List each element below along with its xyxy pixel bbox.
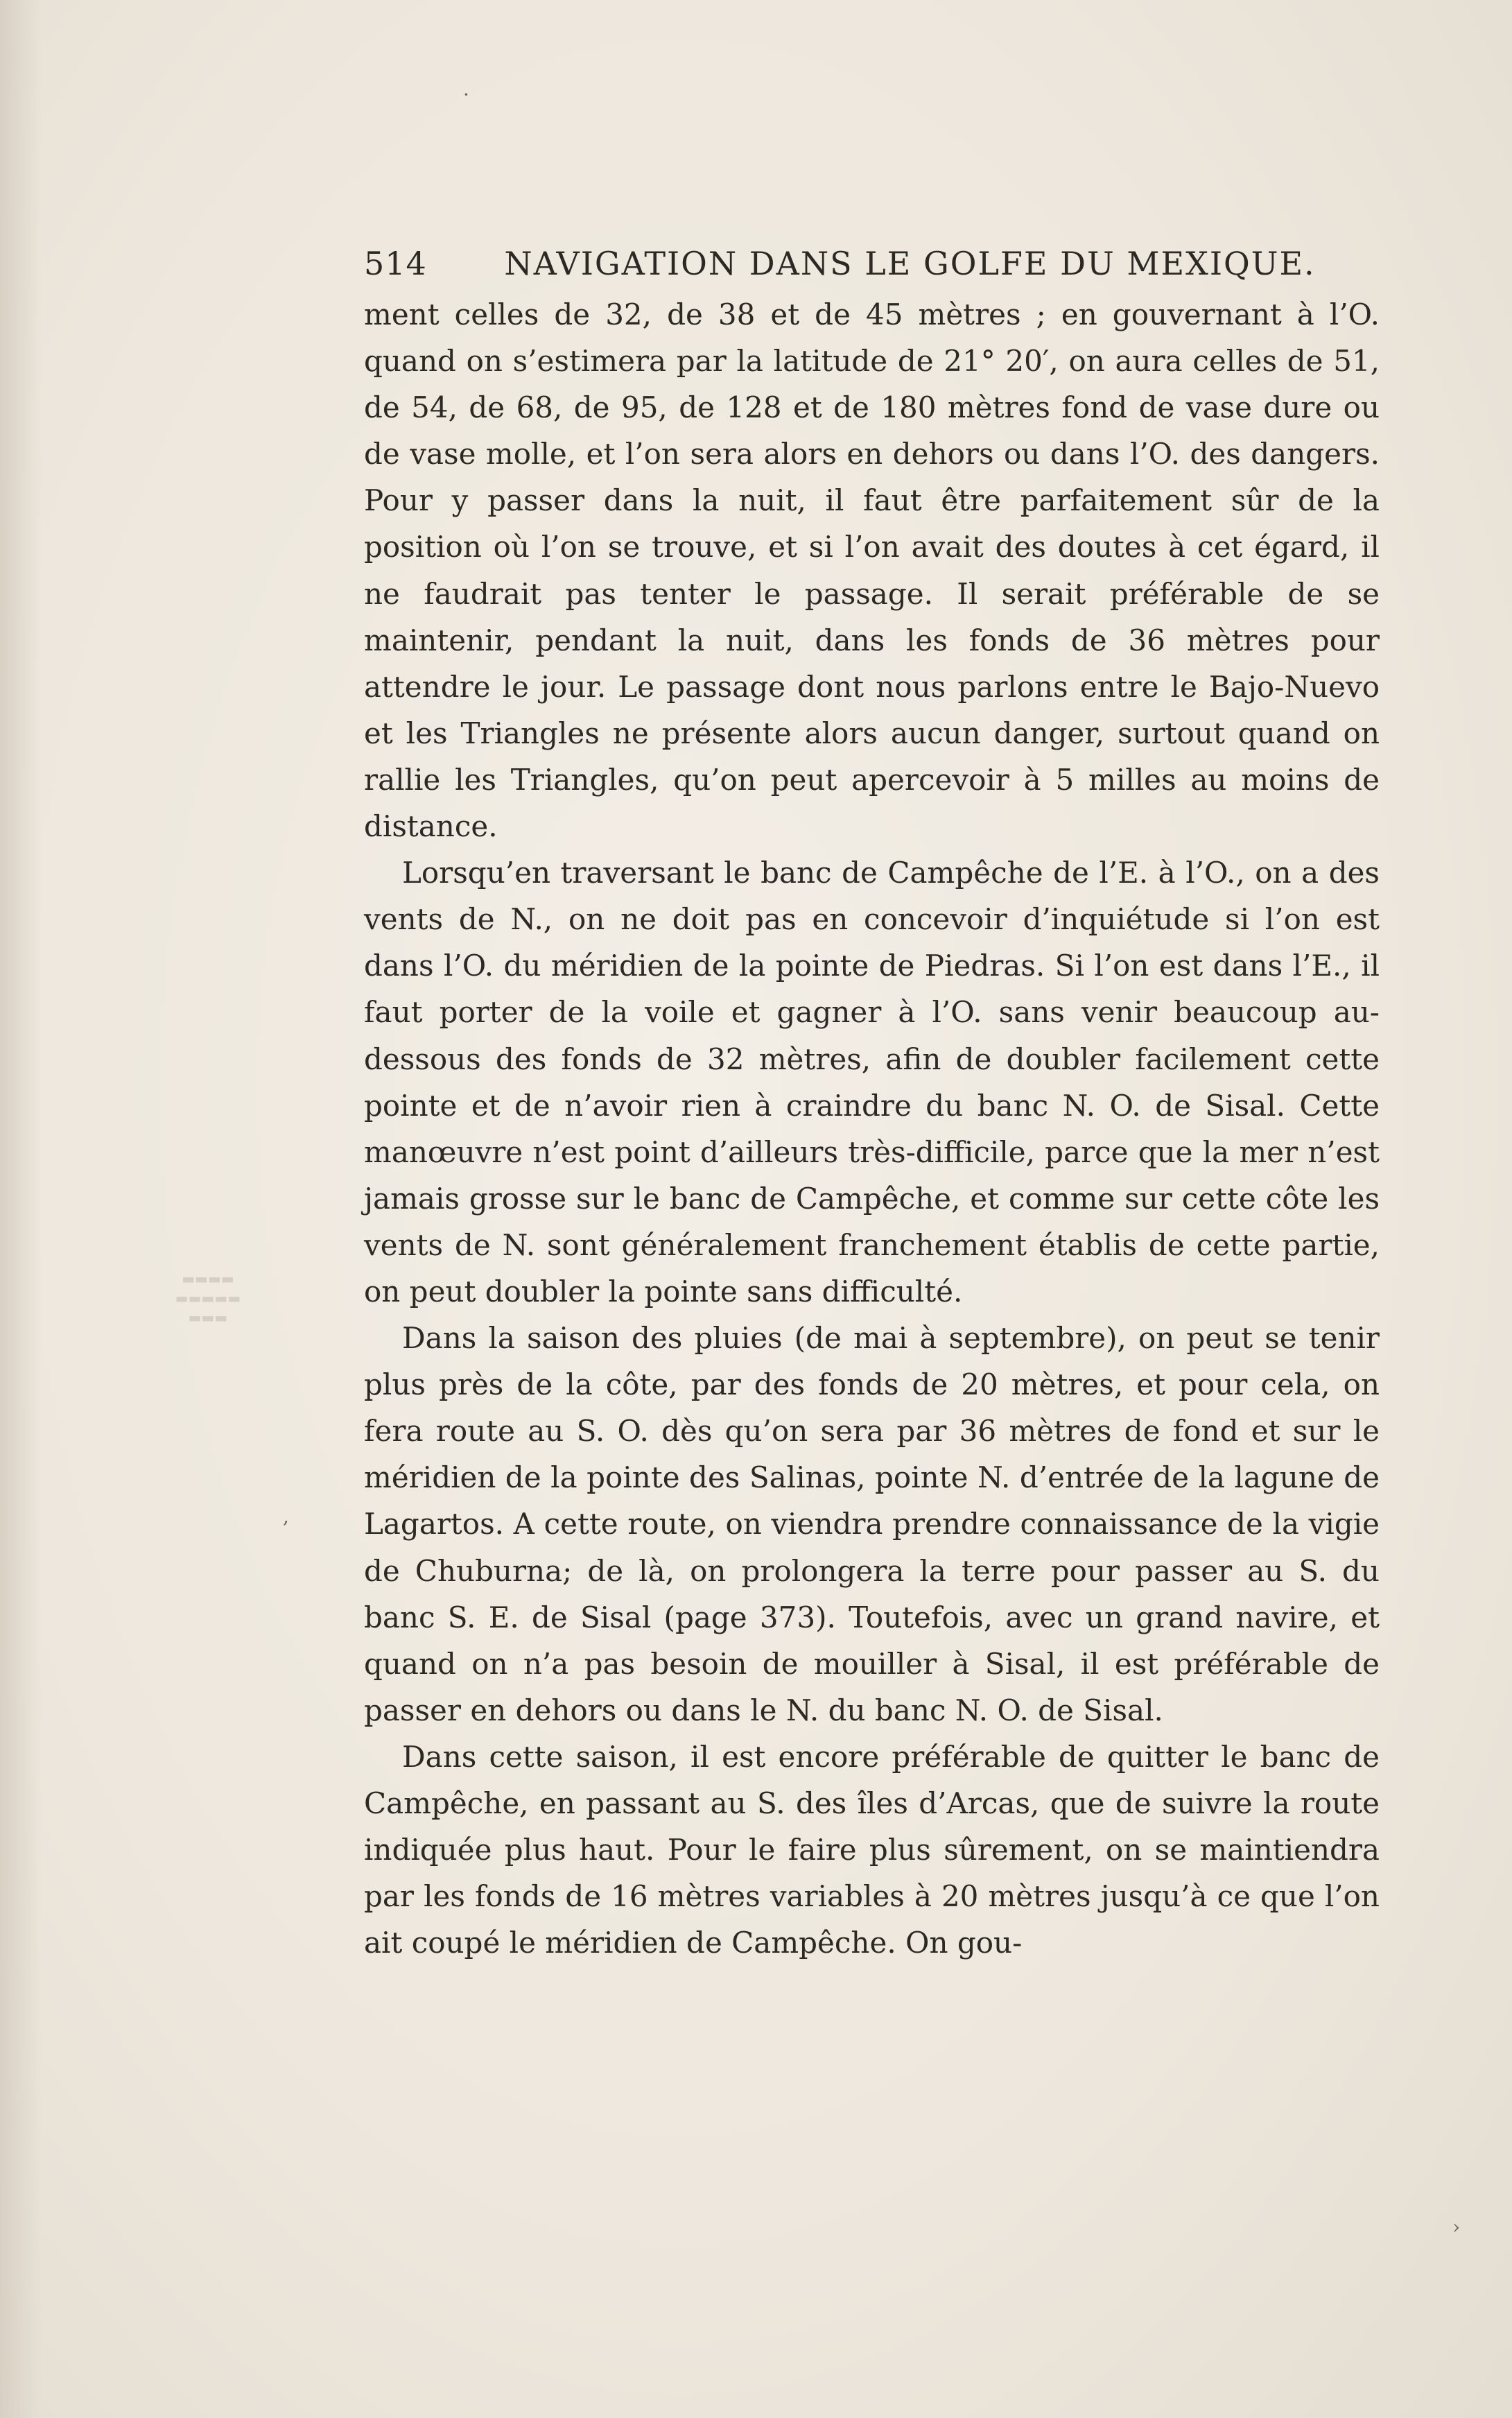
ink-speck: · <box>463 83 469 106</box>
paragraph-1: ment celles de 32, de 38 et de 45 mètres ; en gouvernant à l’O. quand on s’estimera par la latitude de 21° 20′, on aura celles de 51, de 54, de 68, de 95, de 128 et de 180 mètres fond de vase dure ou de vase molle, et l’on sera alors en dehors ou dans l’O. des dangers. Pour y passer dans la nuit, il faut être parfaitement sûr de la position où l’on se trouve, et si l’on avait des doutes à cet égard, il ne faudrait pas tenter le passage. Il serait préférable de se maintenir, pendant la nuit, dans les fonds de 36 mètres pour attendre le jour. Le passage dont nous parlons entre le Bajo-Nuevo et les Triangles ne présente alors aucun danger, surtout quand on rallie les Triangles, qu’on peut apercevoir à 5 milles au moins de distance. <box>364 297 1380 844</box>
page-number: 514 <box>364 245 427 282</box>
running-head <box>364 236 1380 291</box>
ink-speck: › <box>1452 2216 1461 2238</box>
ink-speck: , <box>283 1505 289 1528</box>
show-through-margin-note: ▬▬▬▬ ▬▬▬▬▬ ▬▬▬ <box>175 1270 241 1326</box>
paragraph-4: Dans cette saison, il est encore préférable de quitter le banc de Campêche, en passant au S. des îles d’Arcas, que de suivre la route indiquée plus haut. Pour le faire plus sûrement, on se maintiendra par les fonds de 16 mètres variables à 20 mètres jusqu’à ce que l’on ait coupé le méridien de Campêche. On gou- <box>364 1739 1380 1960</box>
running-title: NAVIGATION DANS LE GOLFE DU MEXIQUE. <box>504 245 1316 282</box>
paragraph-2: Lorsqu’en traversant le banc de Campêche de l’E. à l’O., on a des vents de N., on ne doit pas en concevoir d’inquiétude si l’on est dans l’O. du méridien de la pointe de Piedras. Si l’on est dans l’E., il faut porter de la voile et gagner à l’O. sans venir beaucoup au-dessous des fonds de 32 mètres, afin de doubler facilement cette pointe et de n’avoir rien à craindre du banc N. O. de Sisal. Cette manœuvre n’est point d’ailleurs très-difficile, parce que la mer n’est jamais grosse sur le banc de Campêche, et comme sur cette côte les vents de N. sont généralement franchement établis de cette partie, on peut doubler la pointe sans difficulté. <box>364 856 1380 1309</box>
gutter-shadow <box>0 0 42 2418</box>
paragraph-3: Dans la saison des pluies (de mai à septembre), on peut se tenir plus près de la côte, par des fonds de 20 mètres, et pour cela, on fera route au S. O. dès qu’on sera par 36 mètres de fond et sur le méridien de la pointe des Salinas, pointe N. d’entrée de la lagune de Lagartos. A cette route, on viendra prendre connaissance de la vigie de Chuburna; de là, on prolongera la terre pour passer au S. du banc S. E. de Sisal (page 373). Toutefois, avec un grand navire, et quand on n’a pas besoin de mouiller à Sisal, il est préférable de passer en dehors ou dans le N. du banc N. O. de Sisal. <box>364 1321 1380 1727</box>
text-block <box>364 236 1380 1966</box>
body-text <box>364 291 1380 1966</box>
